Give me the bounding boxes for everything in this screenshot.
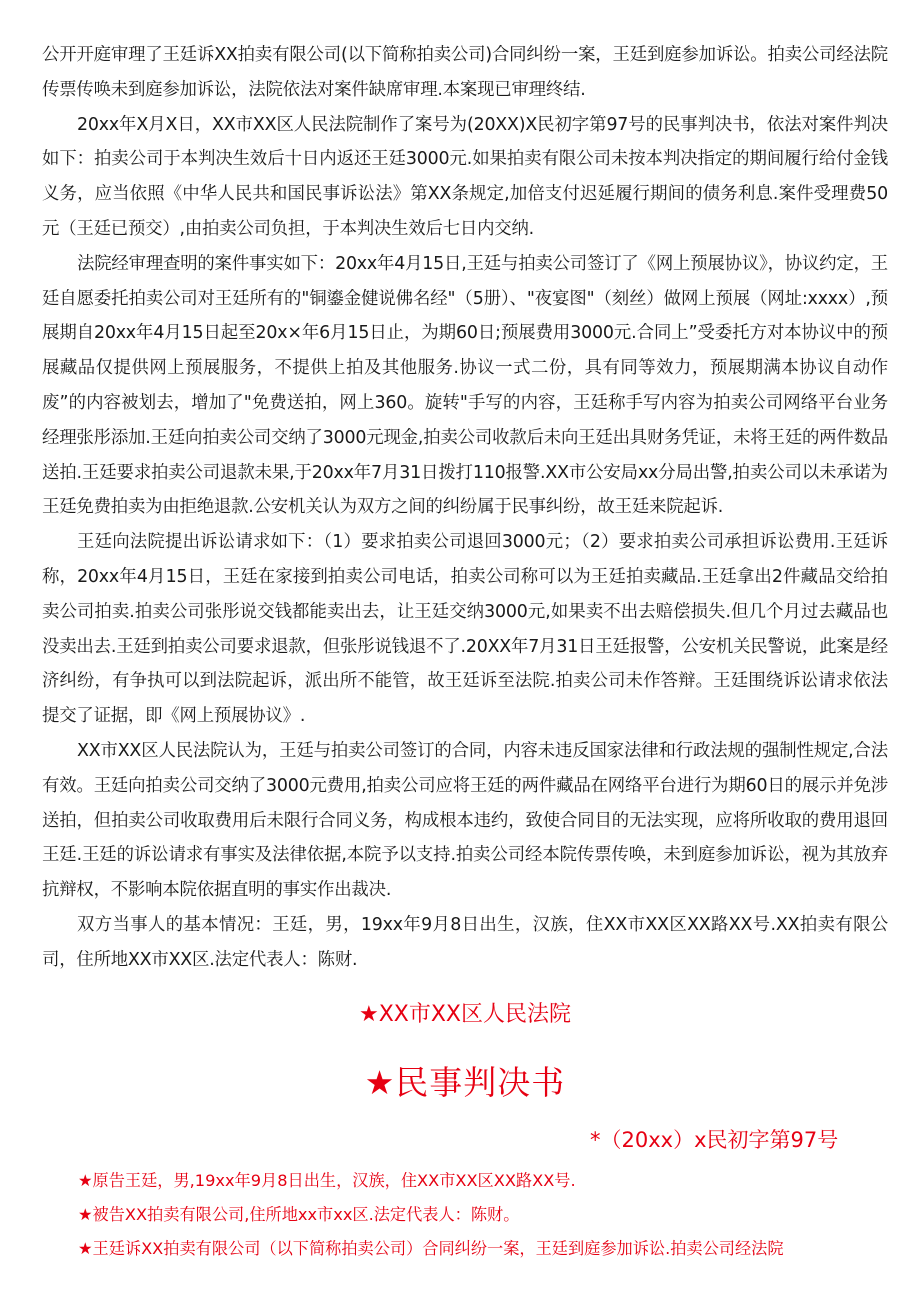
- paragraph-trial-continuation: 公开开庭审理了王廷诉XX拍卖有限公司(以下简称拍卖公司)合同纠纷一案，王廷到庭参加诉讼。拍卖公司经法院传票传唤未到庭参加诉讼，法院依法对案件缺席审理.本案现已审理终结.: [42, 45, 888, 100]
- paragraph-judgment-summary: 20xx年X月X日，XX市XX区人民法院制作了案号为(20XX)X民初字第97号的民事判决书，依法对案件判决如下：拍卖公司于本判决生效后十日内返还王廷3000元.如果拍卖有限公司未按本判决指定的期间履行给付金钱义务，应当依照《中华人民共和国民事诉讼法》第XX条规定,加倍支付迟延履行期间的债务利息.案件受理费50元（王廷已预交）,由拍卖公司负担，于本判决生效后七日内交纳.: [42, 114, 888, 239]
- party-plaintiff: ★原告王廷，男,19xx年9月8日出生，汉族，住XX市XX区XX路XX号.: [78, 1170, 576, 1190]
- paragraph-parties-info: 双方当事人的基本情况：王廷，男，19xx年9月8日出生，汉族，住XX市XX区XX路XX号.XX拍卖有限公司，住所地XX市XX区.法定代表人：陈财.: [42, 914, 888, 970]
- party-case-intro: ★王廷诉XX拍卖有限公司（以下简称拍卖公司）合同纠纷一案，王廷到庭参加诉讼.拍卖公司经法院: [78, 1238, 784, 1258]
- case-number: *（20xx）x民初字第97号: [590, 1127, 839, 1152]
- document-title: ★民事判决书: [364, 1062, 566, 1102]
- paragraph-plaintiff-claims: 王廷向法院提出诉讼请求如下：（1）要求拍卖公司退回3000元；（2）要求拍卖公司承担诉讼费用.王廷诉称，20xx年4月15日，王廷在家接到拍卖公司电话，拍卖公司称可以为王廷拍卖藏品.王廷拿出2件藏品交给拍卖公司拍卖.拍卖公司张彤说交钱都能卖出去，让王廷交纳3000元,如果卖不出去赔偿损失.但几个月过去藏品也没卖出去.王廷到拍卖公司要求退款，但张彤说钱退不了.20XX年7月31日王廷报警，公安机关民警说，此案是经济纠纷，有争执可以到法院起诉，派出所不能管，故王廷诉至法院.拍卖公司未作答辩。王廷围绕诉讼请求依法提交了证据，即《网上预展协议》.: [42, 532, 888, 727]
- paragraph-case-facts: 法院经审理查明的案件事实如下：20xx年4月15日,王廷与拍卖公司签订了《网上预展协议》，协议约定，王廷自愿委托拍卖公司对王廷所有的"铜鎏金健说佛名经"（5册）、"夜宴图"（刻丝）做网上预展（网址:xxxx）,预展期自20xx年4月15日起至20x×年6月15日止，为期60日;预展费用3000元.合同上”受委托方对本协议中的预展藏品仅提供网上预展服务，不提供上拍及其他服务.协议一式二份，具有同等效力，预展期满本协议自动作废”的内容被划去，增加了"免费送拍，网上360。旋转"手写的内容，王廷称手写内容为拍卖公司网络平台业务经理张彤添加.王廷向拍卖公司交纳了3000元现金,拍卖公司收款后未向王廷出具财务凭证，未将王廷的两件数品送拍.王廷要求拍卖公司退款未果,于20xx年7月31日拨打110报警.XX市公安局xx分局出警,拍卖公司以未承诺为王廷免费拍卖为由拒绝退款.公安机关认为双方之间的纠纷属于民事纠纷，故王廷来院起诉.: [42, 253, 888, 518]
- paragraph-court-opinion: XX市XX区人民法院认为，王廷与拍卖公司签订的合同，内容未违反国家法律和行政法规的强制性规定,合法有效。王廷向拍卖公司交纳了3000元费用,拍卖公司应将王廷的两件藏品在网络平台进行为期60日的展示并免涉送拍，但拍卖公司收取费用后未限行合同义务，构成根本违约，致使合同目的无法实现，应将所收取的费用退回王廷.王廷的诉讼请求有事实及法律依据,本院予以支持.拍卖公司经本院传票传唤，未到庭参加诉讼，视为其放弃抗辩权，不影响本院依据直明的事实作出裁决.: [42, 740, 888, 901]
- court-name-heading: ★XX市XX区人民法院: [358, 1001, 571, 1027]
- party-defendant: ★被告XX拍卖有限公司,住所地xx市xx区.法定代表人：陈财。: [78, 1204, 520, 1224]
